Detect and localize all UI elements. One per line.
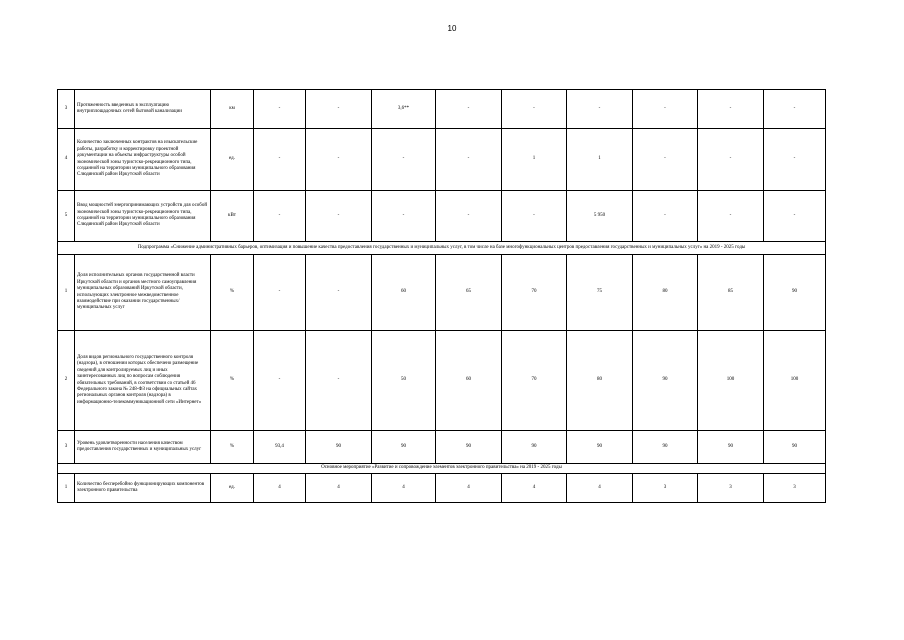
table-row [58, 255, 826, 331]
unit-cell: % [211, 255, 254, 331]
value-cell: - [698, 90, 764, 129]
value-cell: 60 [436, 331, 502, 431]
value-cell: 80 [567, 331, 633, 431]
value-cell: - [764, 90, 826, 129]
value-cell: - [254, 191, 306, 242]
value-cell: 100 [764, 331, 826, 431]
value-cell: - [306, 255, 372, 331]
value-cell: - [436, 129, 502, 191]
value-cell: - [306, 90, 372, 129]
value-cell: - [436, 191, 502, 242]
table-row [58, 191, 826, 242]
value-cell: 90 [372, 431, 436, 464]
value-cell: - [306, 129, 372, 191]
value-cell: - [254, 129, 306, 191]
indicator-name: Ввод мощностей энергопринимающих устройств для особой экономической зоны туристско-рекреационного типа, созданной на территории муниципального образования Слюдянский район Иркутской области [75, 191, 211, 242]
section-title: Подпрограмма «Снижение административных барьеров, оптимизация и повышение качества предоставления государственных и муниципальных услуг, в том числе на базе многофункциональных центров предоставления государственных и муниципальных услуг» на 2019 - 2025 годы [58, 242, 826, 255]
row-number: 1 [58, 474, 75, 503]
value-cell: - [764, 191, 826, 242]
value-cell: 90 [502, 431, 567, 464]
indicator-name: Количество заключенных контрактов на изыскательские работы, разработку и корректировку проектной документации на объекты инфраструктуры особой экономической зоны туристско-рекреационного типа, созданной на территории муниципального образования Слюдянский район Иркутской области [75, 129, 211, 191]
value-cell: 90 [633, 331, 698, 431]
value-cell: 100 [698, 331, 764, 431]
table-row [58, 129, 826, 191]
value-cell: 80 [633, 255, 698, 331]
value-cell: - [372, 129, 436, 191]
value-cell: 60 [372, 255, 436, 331]
page-number: 10 [447, 24, 457, 33]
indicator-name: Протяженность введенных в эксплуатацию внутриплощадочных сетей бытовой канализации [75, 90, 211, 129]
value-cell: 3,6** [372, 90, 436, 129]
table-row [58, 331, 826, 431]
value-cell: 50 [372, 331, 436, 431]
table-row [58, 474, 826, 503]
value-cell: 1 [567, 129, 633, 191]
unit-cell: % [211, 331, 254, 431]
table-body [58, 90, 826, 503]
value-cell: 90 [436, 431, 502, 464]
value-cell: 1 [502, 129, 567, 191]
value-cell: - [254, 90, 306, 129]
value-cell: 90 [764, 431, 826, 464]
value-cell: 4 [436, 474, 502, 503]
value-cell: 4 [372, 474, 436, 503]
unit-cell: % [211, 431, 254, 464]
value-cell: 75 [567, 255, 633, 331]
value-cell: 93,4 [254, 431, 306, 464]
value-cell: - [254, 331, 306, 431]
table-row [58, 431, 826, 464]
indicator-name: Доля исполнительных органов государственной власти Иркутской области и органов местного самоуправления муниципальных образований Иркутской области, использующих электронное межведомственное взаимодействие при оказании государственных/муниципальных услуг [75, 255, 211, 331]
row-number: 3 [58, 431, 75, 464]
value-cell: 4 [567, 474, 633, 503]
row-number: 5 [58, 191, 75, 242]
value-cell: - [372, 191, 436, 242]
value-cell: - [254, 255, 306, 331]
value-cell: - [633, 129, 698, 191]
value-cell: - [306, 331, 372, 431]
value-cell: 90 [633, 431, 698, 464]
indicators-table [57, 89, 826, 503]
indicator-name: Доля видов регионального государственного контроля (надзора), в отношении которых обеспечено размещение сведений для контролируемых лиц и иных заинтересованных лиц по вопросам соблюдения обязательных требований, в соответствии со статьей 46 Федерального закона № 248-ФЗ на официальных сайтах региональных органов контроля (надзора) в информационно-телекоммуникационной сети «Интернет» [75, 331, 211, 431]
row-number: 1 [58, 255, 75, 331]
section-row [58, 242, 826, 255]
value-cell: 5 950 [567, 191, 633, 242]
value-cell: - [633, 191, 698, 242]
value-cell: - [698, 129, 764, 191]
value-cell: - [502, 191, 567, 242]
section-row [58, 464, 826, 474]
value-cell: - [567, 90, 633, 129]
indicator-name: Уровень удовлетворенности населения качеством предоставления государственных и муниципальных услуг [75, 431, 211, 464]
row-number: 3 [58, 90, 75, 129]
unit-cell: ед. [211, 129, 254, 191]
indicator-name: Количество бесперебойно функционирующих компонентов электронного правительства [75, 474, 211, 503]
value-cell: 90 [306, 431, 372, 464]
table-row [58, 90, 826, 129]
value-cell: - [306, 191, 372, 242]
value-cell: 4 [306, 474, 372, 503]
unit-cell: км [211, 90, 254, 129]
row-number: 4 [58, 129, 75, 191]
value-cell: 4 [502, 474, 567, 503]
row-number: 2 [58, 331, 75, 431]
unit-cell: ед. [211, 474, 254, 503]
value-cell: 90 [698, 431, 764, 464]
value-cell: 3 [764, 474, 826, 503]
unit-cell: кВт [211, 191, 254, 242]
value-cell: 3 [633, 474, 698, 503]
section-title: Основное мероприятие «Развитие и сопровождение элементов электронного правительства» на 2019 - 2025 годы [58, 464, 826, 474]
value-cell: - [436, 90, 502, 129]
value-cell: - [633, 90, 698, 129]
value-cell: 4 [254, 474, 306, 503]
value-cell: 90 [764, 255, 826, 331]
value-cell: 3 [698, 474, 764, 503]
value-cell: 70 [502, 331, 567, 431]
value-cell: 90 [567, 431, 633, 464]
value-cell: - [502, 90, 567, 129]
value-cell: - [698, 191, 764, 242]
value-cell: 70 [502, 255, 567, 331]
value-cell: 65 [436, 255, 502, 331]
value-cell: 85 [698, 255, 764, 331]
value-cell: - [764, 129, 826, 191]
